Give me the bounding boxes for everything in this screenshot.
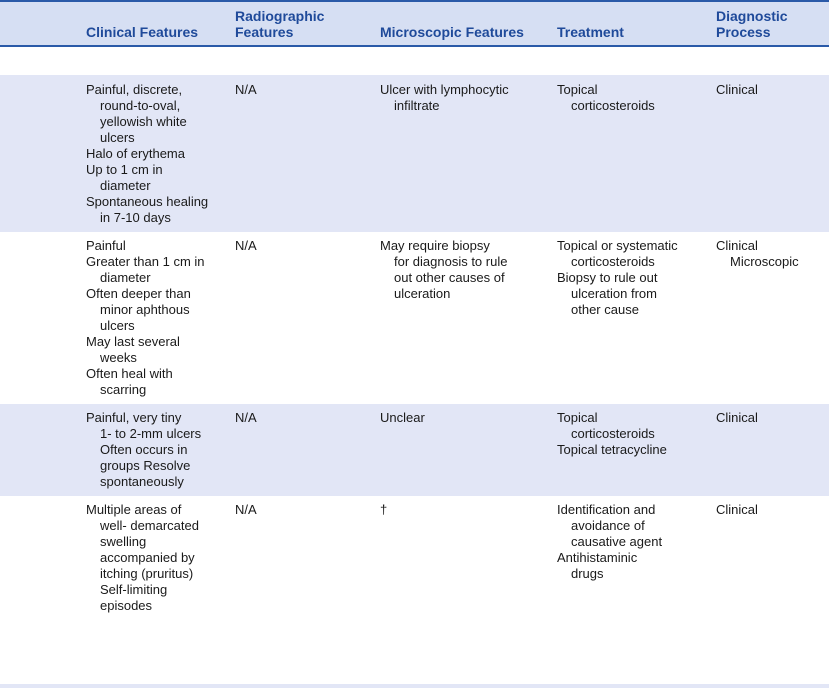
cell-treatment [557,410,667,458]
bottom-band [0,684,829,688]
cell-line: spontaneously [100,474,184,489]
cell-line: Clinical [716,410,758,425]
table-row [0,232,829,404]
cell-line: May require biopsy [380,238,490,253]
header-radiographic-line-2: Features [235,24,294,40]
cell-line: drugs [571,566,604,581]
cell-line: Up to 1 cm in [86,162,163,177]
cell-line: well- demarcated [100,518,199,533]
cell-line: Halo of erythema [86,146,185,161]
cell-line: Microscopic [730,254,799,269]
header-diagnostic-line-1: Diagnostic [716,8,788,24]
cell-line: Topical or systematic [557,238,678,253]
cell-line: Clinical [716,82,758,97]
cell-line: corticosteroids [571,98,655,113]
cell-line: itching (pruritus) [100,566,194,581]
cell-line: Spontaneous healing [86,194,209,209]
cell-line: Painful, very tiny [86,410,182,425]
header-clinical-features: Clinical Features [86,24,199,40]
cell-line: May last several [86,334,180,349]
cell-line: Biopsy to rule out [557,270,658,285]
cell-line: scarring [100,382,147,397]
cell-clinical [86,410,201,490]
cell-line: Often occurs in [100,442,188,457]
cell-line: ulcers [100,130,135,145]
cell-clinical [86,82,208,226]
cell-radiographic: N/A [235,238,257,253]
cell-line: † [380,502,388,517]
cell-treatment [557,82,655,114]
cell-line: minor aphthous [100,302,190,317]
cell-line: Topical [557,410,598,425]
cell-line: for diagnosis to rule [394,254,508,269]
cell-line: corticosteroids [571,254,655,269]
cell-line: ulceration from [571,286,657,301]
table-row [0,75,829,232]
cell-diagnostic [716,238,799,270]
cell-microscopic [380,502,387,518]
cell-diagnostic [716,82,758,98]
cell-line: other cause [571,302,639,317]
cell-treatment [557,238,678,318]
cell-line: corticosteroids [571,426,655,441]
cell-line: Painful, discrete, [86,82,183,97]
cell-line: Identification and [557,502,656,517]
cell-radiographic: N/A [235,82,257,97]
cell-line: Clinical [716,502,758,517]
cell-line: Ulcer with lymphocytic [380,82,509,97]
cell-line: Often heal with [86,366,173,381]
cell-line: diameter [100,178,151,193]
header-treatment: Treatment [557,24,624,40]
cell-line: Multiple areas of [86,502,182,517]
table-header [0,2,829,47]
cell-clinical [86,502,199,614]
cell-diagnostic [716,502,758,518]
table-row [0,404,829,496]
cell-line: ulcers [100,318,135,333]
cell-microscopic [380,238,507,302]
cell-line: Topical [557,82,598,97]
cell-line: Painful [86,238,126,253]
cell-line: groups Resolve [100,458,191,473]
cell-line: Topical tetracycline [557,442,667,457]
cell-line: causative agent [571,534,663,549]
header-microscopic-features: Microscopic Features [380,24,524,40]
cell-line: avoidance of [571,518,645,533]
cell-radiographic: N/A [235,502,257,517]
cell-line: ulceration [394,286,451,301]
cell-line: Self-limiting [100,582,168,597]
cell-line: swelling [100,534,147,549]
header-diagnostic-process [716,8,788,40]
cell-line: diameter [100,270,151,285]
cell-line: yellowish white [100,114,187,129]
cell-microscopic [380,82,509,114]
cell-line: out other causes of [394,270,505,285]
cell-treatment [557,502,662,582]
spacer-row [0,47,829,75]
cell-line: Often deeper than [86,286,191,301]
cell-line: Antihistaminic [557,550,638,565]
cell-line: weeks [100,350,137,365]
header-radiographic-line-1: Radiographic [235,8,325,24]
cell-line: 1- to 2-mm ulcers [100,426,202,441]
cell-line: episodes [100,598,153,613]
cell-line: round-to-oval, [100,98,181,113]
cell-microscopic [380,410,425,426]
cell-clinical [86,238,205,398]
header-diagnostic-line-2: Process [716,24,771,40]
cell-line: Unclear [380,410,425,425]
cell-line: accompanied by [100,550,195,565]
cell-line: infiltrate [394,98,440,113]
table-row [0,496,829,684]
cell-radiographic: N/A [235,410,257,425]
cell-line: Clinical [716,238,758,253]
header-radiographic-features [235,8,324,40]
cell-line: Greater than 1 cm in [86,254,205,269]
cell-line: in 7-10 days [100,210,171,225]
cell-diagnostic [716,410,758,426]
